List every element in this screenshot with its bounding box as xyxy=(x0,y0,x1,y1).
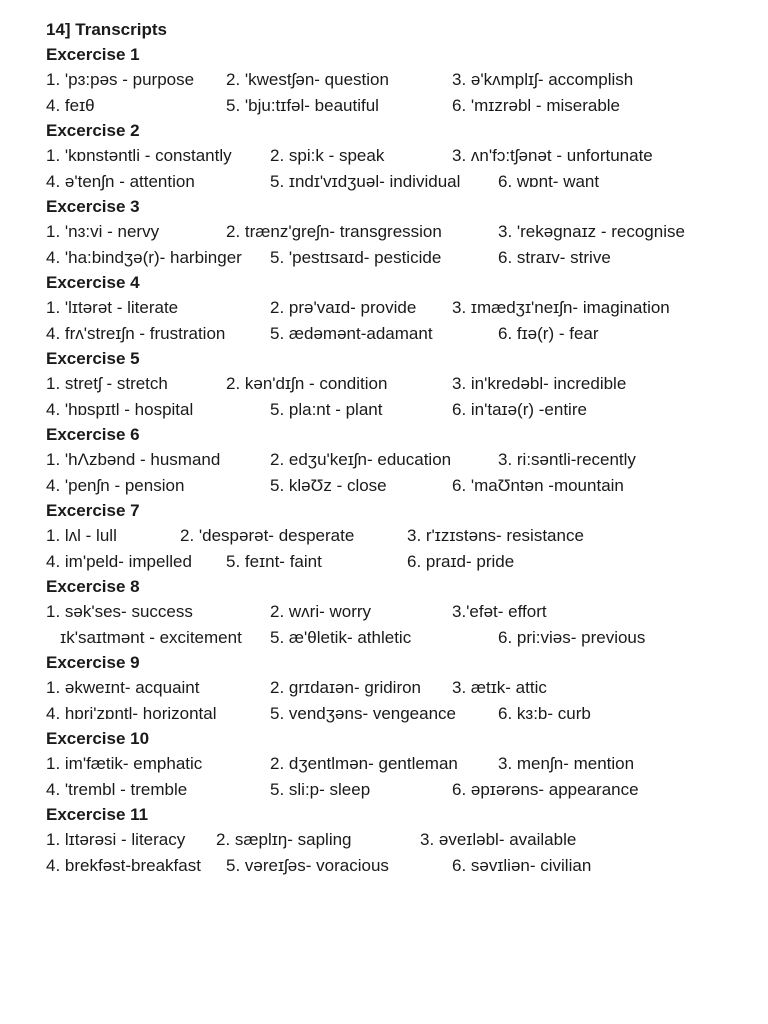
exercise-row xyxy=(46,169,746,195)
transcript-item: 6. praɪd- pride xyxy=(407,551,515,571)
exercise-heading: Excercise 5 xyxy=(46,349,140,368)
exercise-row xyxy=(46,675,746,701)
transcript-item: 5. ædəmənt-adamant xyxy=(270,323,433,343)
exercise-row xyxy=(46,827,746,853)
exercise-row xyxy=(46,143,746,169)
transcript-item: 3. ri:səntli-recently xyxy=(498,450,636,469)
exercise-row xyxy=(46,599,746,625)
exercise-heading: Excercise 2 xyxy=(46,121,140,140)
exercise-2 xyxy=(46,118,746,194)
transcript-item: 4. brekfəst-breakfast xyxy=(46,855,201,875)
exercise-row xyxy=(46,371,746,397)
transcript-item: 5. kləƱz - close xyxy=(270,475,387,495)
transcript-item: 3. menʃn- mention xyxy=(498,754,635,773)
exercise-10 xyxy=(46,726,746,802)
transcript-item: 4. hɒri'zɒntl- horizontal xyxy=(46,703,217,723)
transcript-item: 4. frʌ'streɪʃn - frustration xyxy=(46,323,226,343)
transcript-item: 6. kɜ:b- curb xyxy=(498,703,591,723)
transcript-item: 6. wɒnt- want xyxy=(498,171,600,191)
transcript-item: 1. 'lɪtərət - literate xyxy=(46,298,179,317)
transcript-item: 6. fɪə(r) - fear xyxy=(498,323,599,343)
exercise-4 xyxy=(46,270,746,346)
transcript-item: 1. sək'ses- success xyxy=(46,602,193,621)
transcript-item: 2. 'despərət- desperate xyxy=(180,526,355,545)
transcript-item: 5. pla:nt - plant xyxy=(270,399,383,419)
exercise-heading: Excercise 9 xyxy=(46,653,140,672)
transcript-item: 1. im'fætik- emphatic xyxy=(46,754,203,773)
exercise-heading: Excercise 7 xyxy=(46,501,140,520)
transcript-item: 4. im'peld- impelled xyxy=(46,551,192,571)
transcript-item: 3. əveɪləbl- available xyxy=(420,830,577,849)
transcript-item: 1. 'pɜ:pəs - purpose xyxy=(46,70,195,89)
transcript-item: 5. 'bju:tɪfəl- beautiful xyxy=(226,95,379,115)
exercise-row xyxy=(46,397,746,423)
exercise-row xyxy=(46,295,746,321)
exercise-5 xyxy=(46,346,746,422)
exercise-row xyxy=(46,321,746,347)
exercise-row xyxy=(46,777,746,803)
transcript-item: 4. ə'tenʃn - attention xyxy=(46,171,195,191)
transcript-item: 1. lɪtərəsi - literacy xyxy=(46,830,186,849)
transcript-item: 2. prə'vaɪd- provide xyxy=(270,298,417,317)
exercise-heading: Excercise 8 xyxy=(46,577,140,596)
transcript-item: 2. grɪdaɪən- gridiron xyxy=(270,678,422,697)
transcript-item: 1. 'nɜ:vi - nervy xyxy=(46,222,160,241)
transcript-item: 6. pri:viəs- previous xyxy=(498,627,646,647)
transcript-item: 5. vəreɪʃəs- voracious xyxy=(226,855,389,875)
transcript-item: 4. 'hɒspɪtl - hospital xyxy=(46,399,194,419)
transcript-item: 6. səvɪliən- civilian xyxy=(452,855,592,875)
page-title: 14] Transcripts xyxy=(46,20,167,39)
exercise-11 xyxy=(46,802,746,878)
transcript-item: 5. feɪnt- faint xyxy=(226,551,322,571)
transcript-item: 6. 'maƱntən -mountain xyxy=(452,475,624,495)
exercise-row xyxy=(46,549,746,575)
transcript-item: 1. lʌl - lull xyxy=(46,526,117,545)
transcript-item: 6. 'mɪzrəbl - miserable xyxy=(452,95,621,115)
exercise-row xyxy=(46,625,746,651)
transcript-item: 5. æ'θletik- athletic xyxy=(270,627,412,647)
exercise-1 xyxy=(46,42,746,118)
exercise-7 xyxy=(46,498,746,574)
transcript-item: 5. sli:p- sleep xyxy=(270,779,371,799)
exercise-heading: Excercise 3 xyxy=(46,197,140,216)
exercise-row xyxy=(46,447,746,473)
transcript-item: 3.'efət- effort xyxy=(452,602,547,621)
exercise-row xyxy=(46,853,746,879)
exercise-6 xyxy=(46,422,746,498)
exercise-8 xyxy=(46,574,746,650)
exercise-heading: Excercise 10 xyxy=(46,729,150,748)
exercise-row xyxy=(46,473,746,499)
exercise-heading: Excercise 6 xyxy=(46,425,140,444)
transcript-item: 1. 'hɅzbənd - husmand xyxy=(46,450,221,469)
exercise-row xyxy=(46,93,746,119)
exercise-row xyxy=(46,701,746,727)
transcript-item: 1. əkweɪnt- acquaint xyxy=(46,678,200,697)
transcript-item: 4. 'penʃn - pension xyxy=(46,475,185,495)
transcript-item: 6. in'taɪə(r) -entire xyxy=(452,399,587,419)
transcript-item: 6. əpɪərəns- appearance xyxy=(452,779,639,799)
transcript-item: 2. kən'dɪʃn - condition xyxy=(226,374,388,393)
transcript-item: 3. ʌn'fɔ:tʃənət - unfortunate xyxy=(452,146,653,165)
exercise-heading: Excercise 1 xyxy=(46,45,140,64)
transcript-item: 5. vendʒəns- vengeance xyxy=(270,703,457,723)
transcript-item: 2. trænz'greʃn- transgression xyxy=(226,222,442,241)
transcript-item: 5. 'pestɪsaɪd- pesticide xyxy=(270,247,442,267)
exercise-row xyxy=(46,751,746,777)
transcript-item: 2. wʌri- worry xyxy=(270,602,372,621)
exercise-row xyxy=(46,245,746,271)
transcript-item: 4. feɪθ xyxy=(46,95,95,115)
transcript-item: ɪk'saɪtmənt - excitement xyxy=(46,627,242,647)
transcript-item: 3. ɪmædʒɪ'neɪʃn- imagination xyxy=(452,298,670,317)
transcript-item: 2. dʒentlmən- gentleman xyxy=(270,754,458,773)
transcript-item: 1. 'kɒnstəntli - constantly xyxy=(46,146,232,165)
transcript-item: 4. 'trembl - tremble xyxy=(46,779,188,799)
exercise-heading: Excercise 11 xyxy=(46,805,149,824)
transcript-item: 2. 'kwestʃən- question xyxy=(226,70,389,89)
exercise-9 xyxy=(46,650,746,726)
transcript-item: 4. 'ha:bindʒə(r)- harbinger xyxy=(46,247,242,267)
transcript-item: 2. sæplɪŋ- sapling xyxy=(216,830,352,849)
transcript-item: 2. spi:k - speak xyxy=(270,146,385,165)
exercise-row xyxy=(46,523,746,549)
exercise-heading: Excercise 4 xyxy=(46,273,140,292)
exercise-row xyxy=(46,67,746,93)
transcripts-page xyxy=(46,18,746,878)
exercise-3 xyxy=(46,194,746,270)
exercise-row xyxy=(46,219,746,245)
transcript-item: 5. ɪndɪ'vɪdʒuəl- individual xyxy=(270,171,461,191)
transcript-item: 6. straɪv- strive xyxy=(498,247,611,267)
transcript-item: 3. r'ɪzɪstəns- resistance xyxy=(407,526,584,545)
transcript-item: 2. edʒu'keɪʃn- education xyxy=(270,450,452,469)
transcript-item: 3. ə'kʌmplɪʃ- accomplish xyxy=(452,70,634,89)
transcript-item: 3. 'rekəgnaɪz - recognise xyxy=(498,222,685,241)
transcript-item: 3. ætɪk- attic xyxy=(452,678,547,697)
transcript-item: 1. stretʃ - stretch xyxy=(46,374,168,393)
transcript-item: 3. in'kredəbl- incredible xyxy=(452,374,627,393)
